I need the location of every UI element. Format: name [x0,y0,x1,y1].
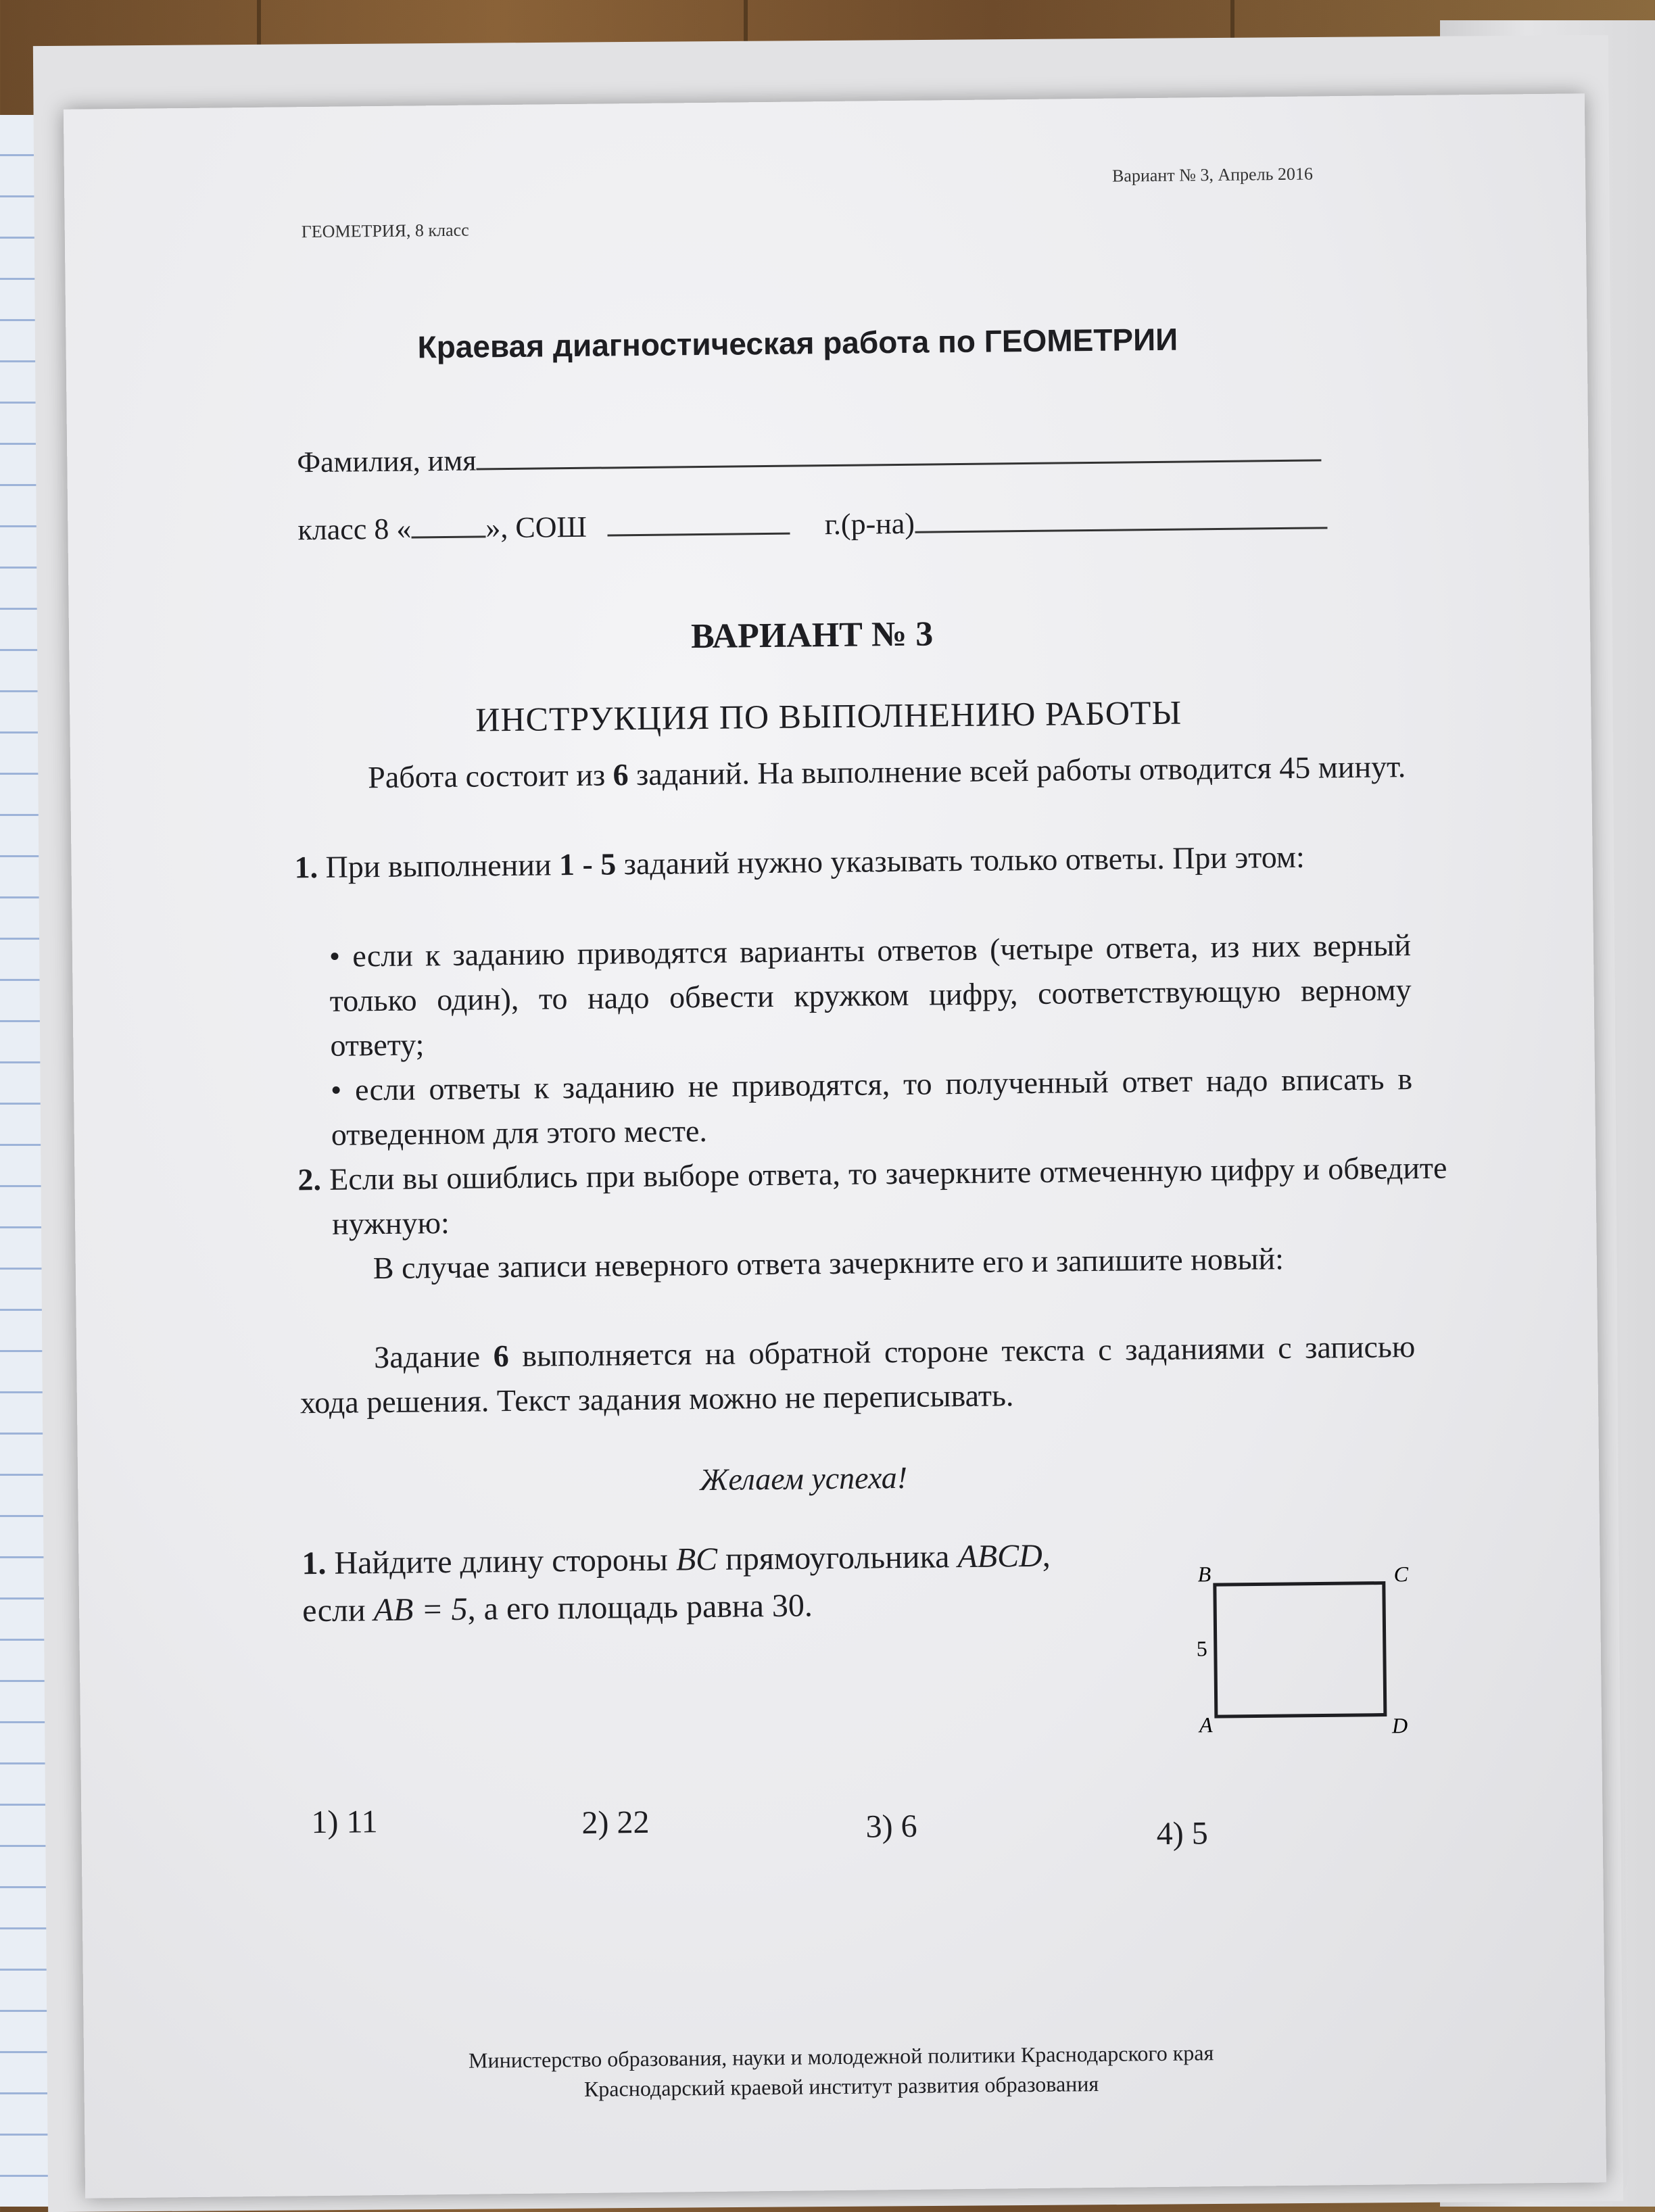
instructions-bullet-2: • если ответы к заданию не приводятся, то полученный ответ надо вписать в отведенном для этого месте. [330,1061,1413,1152]
instructions-item-2 [297,1146,1447,1247]
vertex-d-label: D [1391,1713,1408,1738]
rectangle-abcd [1215,1583,1385,1717]
school-line[interactable] [608,512,790,537]
instructions-bullet-1: • если к заданию приводятся варианты ответов (четыре ответа, из них верный только один), то надо обвести кружком цифру, соответствующую верному ответу; [329,928,1412,1063]
footer-institute: Краснодарский краевой институт развития образования [583,2071,1099,2101]
intro-text: Работа состоит из [367,757,606,795]
instructions-task-6 [299,1324,1416,1425]
task-1-number: 1. [302,1545,327,1582]
class-field[interactable] [297,502,1327,547]
class-letter-line[interactable] [411,515,485,538]
school-label: », СОШ [485,510,587,545]
task-1-text-4: , а его площадь равна 30. [467,1587,813,1627]
task-1-question [302,1532,1113,1635]
item-1-text-end: заданий нужно указывать только ответы. При этом: [623,839,1305,882]
task-1-text: Найдите длину стороны [334,1541,669,1581]
instructions-item-1 [294,834,1444,890]
wish-text: Желаем успеха! [699,1460,908,1497]
vertex-c-label: C [1393,1562,1409,1587]
task-6-number: 6 [493,1339,509,1374]
vertex-b-label: B [1197,1562,1212,1587]
city-label: г.(р-на) [824,506,915,542]
class-label: класс 8 « [297,512,412,547]
item-1-text: При выполнении [325,847,552,884]
task-1-text-2: прямоугольника [725,1539,950,1577]
variant-heading: ВАРИАНТ № 3 [690,615,934,656]
task-6-text-end: выполняется на обратной стороне текста с заданиями с записью хода решения. Текст задания можно не переписывать. [299,1329,1416,1420]
task-1-text-3: , если [302,1537,1051,1629]
side-ab-length: 5 [1196,1636,1208,1661]
item-2-number: 2. [297,1161,322,1197]
item-2-text: Если вы ошиблись при выборе ответа, то зачеркните отмеченную цифру и обведите нужную: [329,1150,1447,1241]
task-1-shape-abcd: ABCD [957,1537,1043,1575]
instructions-intro [293,744,1410,800]
header-subject: ГЕОМЕТРИЯ, 8 класс [301,220,469,242]
name-field[interactable] [297,434,1322,479]
answer-option-4[interactable]: 4) 5 [1156,1815,1208,1852]
task-6-text: Задание [373,1339,481,1375]
rectangle-figure [1160,1556,1446,1761]
item-1-range: 1 - 5 [558,846,617,882]
instructions-wrong-answer: В случае записи неверного ответа зачеркните его и запишите новый: [373,1241,1285,1286]
name-line[interactable] [476,439,1321,470]
page-title: Краевая диагностическая работа по ГЕОМЕТРИИ [417,321,1178,365]
city-line[interactable] [915,506,1327,533]
task-1-ab-value: AB = 5 [373,1591,468,1629]
instructions-heading: ИНСТРУКЦИЯ ПО ВЫПОЛНЕНИЮ РАБОТЫ [475,693,1182,739]
name-label: Фамилия, имя [297,443,477,479]
header-variant-date: Вариант № 3, Апрель 2016 [1111,164,1314,186]
task-1-side-bc: BC [675,1541,718,1578]
item-1-number: 1. [294,849,318,885]
vertex-a-label: A [1199,1712,1213,1737]
answer-option-3[interactable]: 3) 6 [865,1808,917,1845]
answer-option-2[interactable]: 2) 22 [581,1804,650,1841]
answer-option-1[interactable]: 1) 11 [311,1804,378,1841]
intro-text-end: заданий. На выполнение всей работы отводится 45 минут. [635,749,1406,792]
intro-count: 6 [613,757,629,792]
footer-ministry: Министерство образования, науки и молодежной политики Краснодарского края [468,2040,1214,2073]
exam-sheet [64,93,1606,2198]
footer [368,2037,1315,2107]
